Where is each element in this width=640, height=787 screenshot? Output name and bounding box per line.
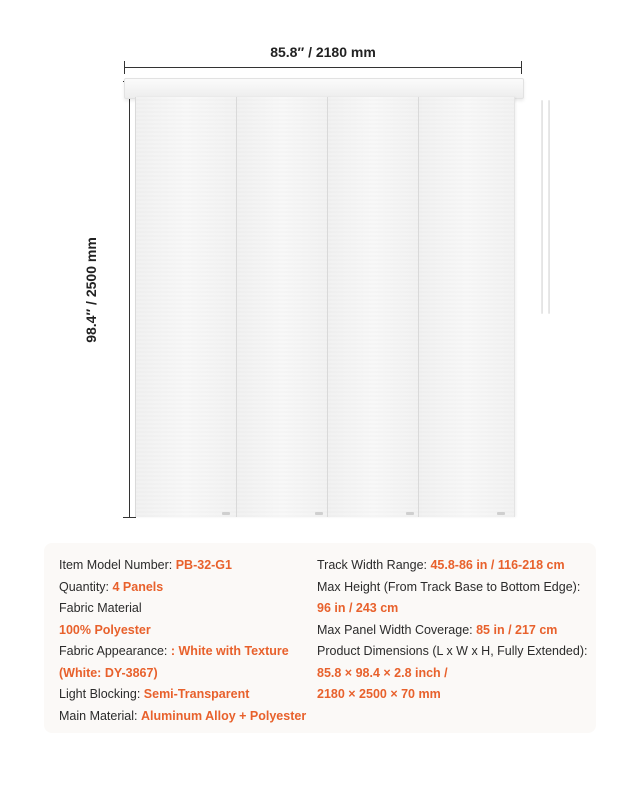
spec-max-height-label: [317, 577, 597, 599]
spec-value: : White with Texture: [170, 644, 289, 658]
fabric-panel: [135, 97, 237, 517]
control-wand: [548, 100, 550, 314]
spec-track-width-range: [317, 555, 597, 577]
spec-label: Item Model Number:: [59, 558, 176, 572]
spec-max-panel-width: [317, 620, 597, 642]
spec-value: 2180 × 2500 × 70 mm: [317, 687, 441, 701]
spec-max-height-value: [317, 598, 597, 620]
spec-quantity: [59, 577, 309, 599]
width-dimension-cap-right: [521, 61, 522, 74]
height-dimension-line: [129, 81, 130, 518]
spec-label: Track Width Range:: [317, 558, 431, 572]
spec-model-number: [59, 555, 309, 577]
spec-panel: [44, 543, 596, 733]
control-wand: [541, 100, 543, 314]
fabric-panel: [236, 97, 329, 517]
spec-label: Fabric Material: [59, 601, 142, 615]
bottom-weight: [497, 512, 505, 515]
spec-label: Fabric Appearance:: [59, 644, 171, 658]
spec-label: Light Blocking:: [59, 687, 144, 701]
width-dimension-label: 85.8″ / 2180 mm: [270, 44, 376, 60]
spec-light-blocking: [59, 684, 309, 706]
spec-label: Quantity:: [59, 579, 113, 594]
spec-value: Aluminum Alloy + Polyester: [140, 708, 307, 723]
spec-label: Max Height (From Track Base to Bottom Edge):: [317, 579, 581, 594]
spec-fabric-material-label: [59, 598, 309, 620]
height-dimension-cap-bottom: [123, 517, 136, 518]
bottom-weight: [406, 512, 414, 515]
spec-value: 45.8-86 in / 116-218 cm: [430, 558, 565, 572]
fabric-panel: [327, 97, 419, 517]
spec-value: 85 in / 217 cm: [476, 622, 558, 637]
spec-value: 85.8 × 98.4 × 2.8 inch /: [317, 665, 448, 680]
spec-fabric-appearance: [59, 641, 309, 663]
fabric-panel: [418, 97, 515, 517]
width-dimension-line: [124, 67, 522, 68]
spec-label: Max Panel Width Coverage:: [317, 622, 477, 637]
spec-column-right: [317, 555, 597, 706]
blind-track: [124, 78, 524, 99]
spec-column-left: [59, 555, 309, 727]
height-dimension-label: 98.4″ / 2500 mm: [83, 237, 99, 343]
spec-value: 4 Panels: [112, 579, 164, 594]
spec-value: Semi-Transparent: [143, 687, 250, 701]
spec-product-dimensions-mm: [317, 684, 597, 706]
spec-label: Main Material:: [59, 708, 141, 723]
spec-value: 100% Polyester: [59, 622, 151, 637]
spec-fabric-appearance-code: [59, 663, 309, 685]
bottom-weight: [315, 512, 323, 515]
spec-value: 96 in / 243 cm: [317, 601, 399, 615]
spec-value: PB-32-G1: [175, 558, 232, 572]
spec-product-dimensions-label: [317, 641, 597, 663]
spec-main-material: [59, 706, 309, 728]
spec-label: Product Dimensions (L x W x H, Fully Extended):: [317, 644, 588, 658]
spec-product-dimensions-inch: [317, 663, 597, 685]
spec-fabric-material-value: [59, 620, 309, 642]
width-dimension-cap-left: [124, 61, 125, 74]
bottom-weight: [222, 512, 230, 515]
spec-value: (White: DY-3867): [59, 665, 158, 680]
